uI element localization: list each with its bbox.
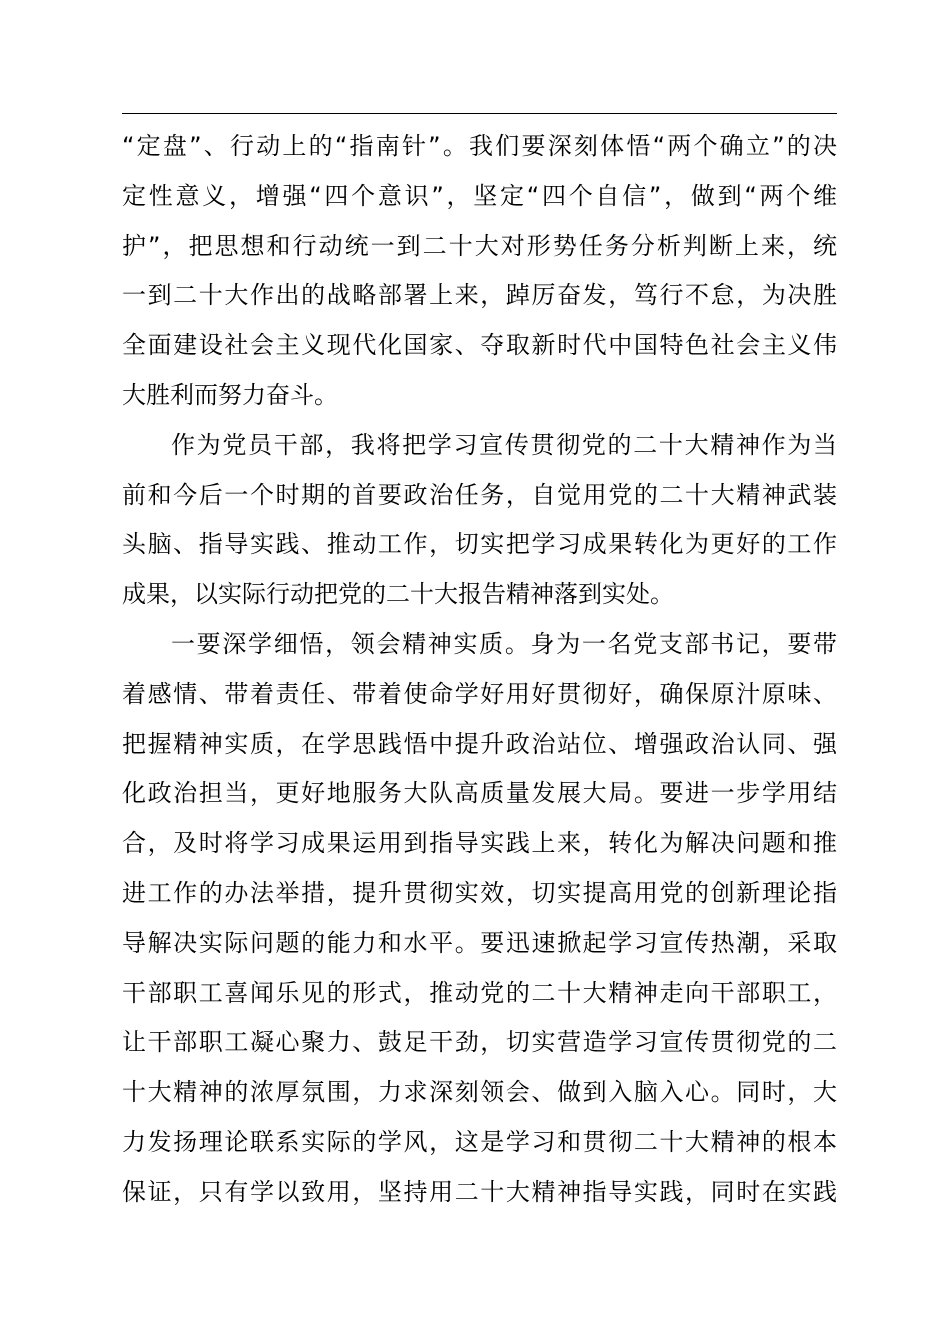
text-line: 化政治担当，更好地服务大队高质量发展大局。要进一步学用结 <box>122 779 837 808</box>
document-body <box>122 122 837 1218</box>
paragraph-first-line: 作为党员干部，我将把学习宣传贯彻党的二十大精神作为当 <box>171 430 837 459</box>
text-line: 合，及时将学习成果运用到指导实践上来，转化为解决问题和推 <box>122 829 837 858</box>
text-line: 定性意义，增强“四个意识”，坚定“四个自信”，做到“两个维 <box>122 181 837 210</box>
text-line: 头脑、指导实践、推动工作，切实把学习成果转化为更好的工作 <box>122 530 837 559</box>
text-line: 着感情、带着责任、带着使命学好用好贯彻好，确保原汁原味、 <box>122 679 837 708</box>
text-line: 保证，只有学以致用，坚持用二十大精神指导实践，同时在实践 <box>122 1177 837 1206</box>
header-rule <box>122 113 837 114</box>
text-line: “定盘”、行动上的“指南针”。我们要深刻体悟“两个确立”的决 <box>122 132 837 160</box>
text-line: 前和今后一个时期的首要政治任务，自觉用党的二十大精神武装 <box>122 480 837 509</box>
text-line: 十大精神的浓厚氛围，力求深刻领会、做到入脑入心。同时，大 <box>122 1078 837 1107</box>
text-line: 干部职工喜闻乐见的形式，推动党的二十大精神走向干部职工， <box>122 978 837 1007</box>
text-line: 力发扬理论联系实际的学风，这是学习和贯彻二十大精神的根本 <box>122 1127 837 1156</box>
text-line: 让干部职工凝心聚力、鼓足干劲，切实营造学习宣传贯彻党的二 <box>122 1028 837 1057</box>
text-line: 导解决实际问题的能力和水平。要迅速掀起学习宣传热潮，采取 <box>122 928 837 957</box>
text-line: 把握精神实质，在学思践悟中提升政治站位、增强政治认同、强 <box>122 729 837 758</box>
paragraph-first-line: 一要深学细悟，领会精神实质。身为一名党支部书记，要带 <box>171 629 837 658</box>
text-line: 一到二十大作出的战略部署上来，踔厉奋发，笃行不怠，为决胜 <box>122 281 837 310</box>
text-line: 大胜利而努力奋斗。 <box>122 380 338 409</box>
text-line: 成果，以实际行动把党的二十大报告精神落到实处。 <box>122 580 674 609</box>
text-line: 进工作的办法举措，提升贯彻实效，切实提高用党的创新理论指 <box>122 878 837 907</box>
text-line: 护”，把思想和行动统一到二十大对形势任务分析判断上来，统 <box>122 231 837 260</box>
text-line: 全面建设社会主义现代化国家、夺取新时代中国特色社会主义伟 <box>122 331 837 360</box>
